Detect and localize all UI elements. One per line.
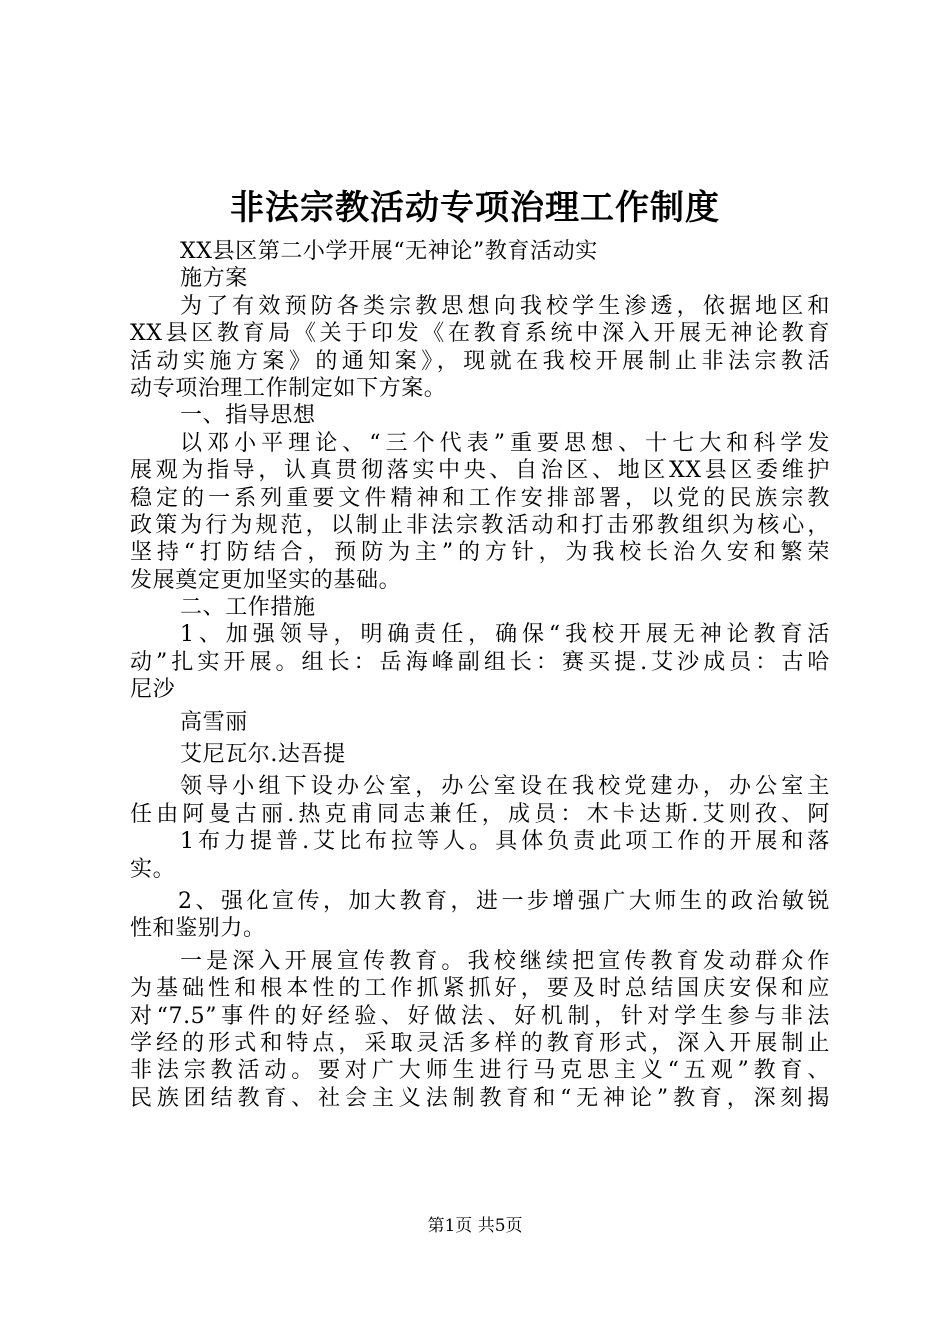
section-heading: 一、指导思想	[180, 403, 316, 429]
text-line: 动专项治理工作制定如下方案。	[130, 375, 447, 401]
text-line: 艾尼瓦尔.达吾提	[180, 742, 346, 768]
text-line: 发展奠定更加坚实的基础。	[130, 567, 402, 593]
text-line: 对“7.5”事件的好经验、好做法、好机制，针对学生参与非法	[130, 1003, 830, 1029]
text-line: 2、强化宣传，加大教育，进一步增强广大师生的政治敏锐	[178, 888, 830, 914]
text-line: 动”扎实开展。组长：岳海峰副组长：赛买提.艾沙成员：古哈	[130, 649, 830, 675]
text-line: 以邓小平理论、“三个代表”重要思想、十七大和科学发	[180, 430, 830, 456]
text-line: 1布力提普.艾比布拉等人。具体负责此项工作的开展和落	[180, 829, 830, 855]
text-line: 为了有效预防各类宗教思想向我校学生渗透，依据地区和	[180, 293, 830, 319]
section-heading: 二、工作措施	[180, 595, 316, 621]
text-line: 为基础性和根本性的工作抓紧抓好，要及时总结国庆安保和应	[130, 976, 830, 1002]
text-line: 学经的形式和特点，采取灵活多样的教育形式，深入开展制止	[130, 1030, 830, 1056]
text-line: 稳定的一系列重要文件精神和工作安排部署，以党的民族宗教	[130, 485, 830, 511]
text-line: 展观为指导，认真贯彻落实中央、自治区、地区XX县区委维护	[130, 458, 830, 484]
text-line: XX县区教育局《关于印发《在教育系统中深入开展无神论教育	[130, 321, 830, 347]
text-line: XX县区第二小学开展“无神论”教育活动实	[180, 239, 598, 264]
text-line: 活动实施方案》的通知案》，现就在我校开展制止非法宗教活	[130, 348, 830, 374]
text-line: 高雪丽	[180, 709, 248, 735]
text-line: 1、加强领导，明确责任，确保“我校开展无神论教育活	[180, 622, 830, 648]
text-line: 尼沙	[130, 677, 176, 703]
text-line: 施方案	[180, 266, 248, 292]
text-line: 非法宗教活动。要对广大师生进行马克思主义“五观”教育、	[130, 1058, 830, 1084]
text-line: 民族团结教育、社会主义法制教育和“无神论”教育，深刻揭	[130, 1085, 830, 1111]
text-line: 性和鉴别力。	[130, 916, 266, 942]
page-footer	[0, 1214, 950, 1238]
text-line: 实。	[130, 856, 176, 882]
document-title: 非法宗教活动专项治理工作制度	[230, 188, 720, 228]
text-line: 任由阿曼古丽.热克甫同志兼任，成员：木卡达斯.艾则孜、阿	[130, 801, 830, 827]
document-body	[130, 238, 830, 1112]
text-line: 坚持“打防结合，预防为主”的方针，为我校长治久安和繁荣	[130, 540, 830, 566]
text-line: 领导小组下设办公室，办公室设在我校党建办，办公室主	[180, 774, 830, 800]
text-line: 政策为行为规范，以制止非法宗教活动和打击邪教组织为核心，	[130, 512, 830, 538]
text-line: 一是深入开展宣传教育。我校继续把宣传教育发动群众作	[180, 948, 830, 974]
page-number: 第1页 共5页	[427, 1216, 523, 1236]
